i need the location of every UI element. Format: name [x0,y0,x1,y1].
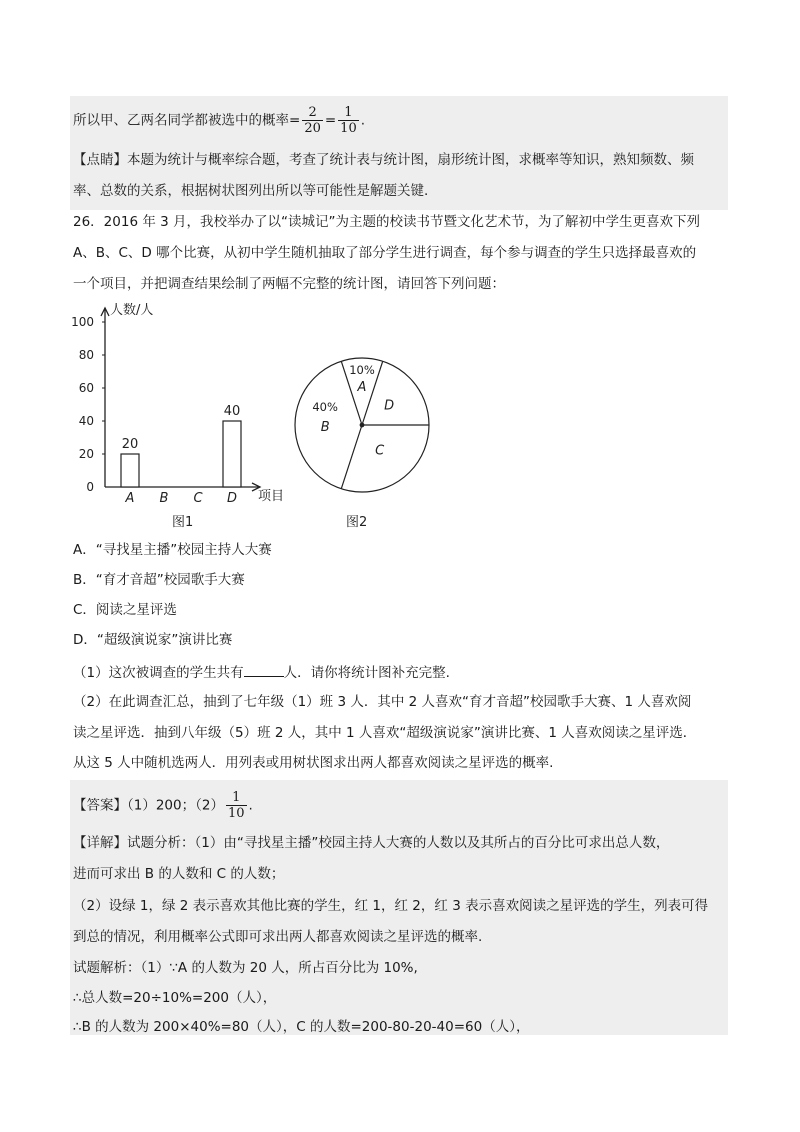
pie-percent-label: 40% [312,400,338,414]
probability-line: 所以甲、乙两名同学都被选中的概率= $\frac{2}{20}$ = $\frac{1}{10}$ . [73,105,366,136]
option-c: C．阅读之星评选 [73,602,177,618]
dianjing-line-1: 【点睛】本题为统计与概率综合题，考查了统计表与统计图，扇形统计图，求概率等知识，熟知频数、频 [73,152,694,168]
detail-line-7: ∴B 的人数为 200×40%=80（人），C 的人数=200-80-20-40=60（人）， [73,1019,530,1035]
detail-line-6: ∴总人数=20÷10%=200（人）， [73,990,277,1006]
bar-xlabel: 项目 [258,489,285,504]
pie-slice-label: D [384,398,395,414]
bar-chart-title: 图1 [172,515,194,530]
fraction-1-10: $\frac{1}{10}$ [340,105,357,136]
bar-ytick-label: 80 [78,348,94,362]
pie-percent-label: 10% [349,363,375,378]
part-2-line-2: 读之星评选．抽到八年级（5）班 2 人，其中 1 人喜欢“超级演说家”演讲比赛、1 人喜欢阅读之星评选． [73,725,697,741]
bar-ylabel: 人数/人 [110,303,154,318]
bar-ytick-label: 0 [86,480,94,494]
pie-slice-label: B [320,420,330,435]
question-line-1: 26．2016 年 3 月，我校举办了以“读城记”为主题的校读书节暨文化艺术节，为了解初中学生更喜欢下列 [73,214,700,230]
pie-chart [290,330,440,535]
detail-line-5: 试题解析：（1）∵A 的人数为 20 人，所占百分比为 10%, [73,960,418,976]
bar-chart [60,300,300,535]
detail-line-4: 到总的情况，利用概率公式即可求出两人都喜欢阅读之星评选的概率. [73,929,483,945]
bar-ytick-label: 20 [78,447,94,461]
bar-xtick-label: A [125,491,135,506]
bar-ytick-label: 60 [78,381,94,395]
detail-line-1: 【详解】试题分析：（1）由“寻找星主播”校园主持人大赛的人数以及其所占的百分比可求出总人数， [73,835,670,851]
detail-line-2: 进而可求出 B 的人数和 C 的人数； [73,866,285,882]
detail-line-3: （2）设绿 1，绿 2 表示喜欢其他比赛的学生，红 1，红 2，红 3 表示喜欢阅读之星评选的学生，列表可得 [73,898,709,914]
option-b: B．“育才音超”校园歌手大赛 [73,572,245,588]
part-2-line-3: 从这 5 人中随机选两人．用列表或用树状图求出两人都喜欢阅读之星评选的概率. [73,755,554,771]
answer-line: 【答案】（1）200；（2） $\frac{1}{10}$ . [73,790,253,821]
answer-blank [244,662,284,677]
bar-value-label: 40 [223,404,241,419]
pie-divider [341,425,362,489]
answer-fraction: $\frac{1}{10}$ [227,790,245,821]
bar-D [223,421,241,487]
question-line-2: A、B、C、D 哪个比赛，从初中学生随机抽取了部分学生进行调查，每个参与调查的学生只选择最喜欢的 [73,245,697,261]
pie-slice-label: C [375,443,385,459]
option-a: A．“寻找星主播”校园主持人大赛 [73,542,272,558]
pie-slice-label: A [357,380,367,396]
part-1: （1）这次被调查的学生共有 人．请你将统计图补充完整. [73,662,450,683]
pie-chart-title: 图2 [346,515,368,530]
bar-xtick-label: C [193,491,203,506]
bar-xtick-label: B [159,491,169,506]
bar-A [121,454,139,487]
option-d: D．“超级演说家”演讲比赛 [73,632,233,648]
pie-center-dot [360,423,364,427]
dianjing-line-2: 率、总数的关系，根据树状图列出所以等可能性是解题关键. [73,183,429,199]
bar-value-label: 20 [121,437,139,452]
fraction-2-20: $\frac{2}{20}$ [304,105,321,136]
bar-ytick-label: 100 [71,315,94,329]
bar-ytick-label: 40 [78,414,94,428]
bar-xtick-label: D [226,491,238,506]
question-line-3: 一个项目，并把调查结果绘制了两幅不完整的统计图，请回答下列问题： [73,276,505,292]
part-2-line-1: （2）在此调查汇总，抽到了七年级（1）班 3 人．其中 2 人喜欢“育才音超”校园歌手大赛、1 人喜欢阅 [73,694,692,710]
